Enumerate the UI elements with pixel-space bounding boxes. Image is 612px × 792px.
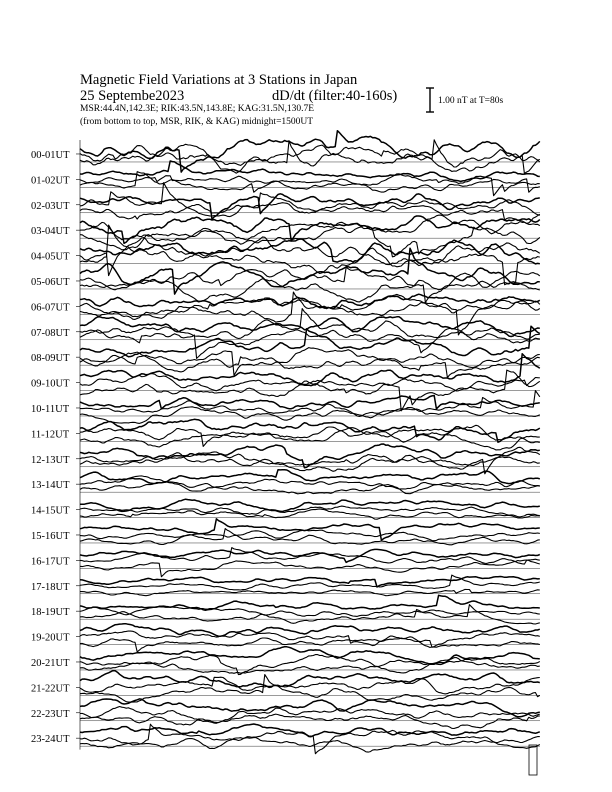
hour-label: 02-03UT: [31, 200, 70, 212]
trace-kag-15-16UT: [80, 519, 540, 540]
trace-kag-11-12UT: [80, 419, 540, 442]
trace-rik-18-19UT: [80, 607, 540, 617]
chart-date: 25 Septembe2023: [80, 88, 185, 104]
trace-kag-18-19UT: [80, 595, 540, 609]
trace-kag-02-03UT: [80, 194, 540, 220]
scale-bar: [426, 88, 434, 112]
hour-label: 18-19UT: [31, 607, 70, 619]
station-order-note: (from bottom to top, MSR, RIK, & KAG) midnight=1500UT: [80, 117, 314, 127]
hour-label: 22-23UT: [31, 708, 70, 720]
trace-rik-04-05UT: [80, 237, 540, 276]
end-marker: [529, 745, 537, 775]
hour-label: 17-18UT: [31, 581, 70, 593]
trace-rik-06-07UT: [80, 294, 540, 319]
trace-kag-22-23UT: [80, 699, 540, 717]
trace-msr-23-24UT: [80, 738, 540, 753]
trace-msr-17-18UT: [80, 589, 540, 595]
hour-label: 00-01UT: [31, 149, 70, 161]
hour-label: 06-07UT: [31, 302, 70, 314]
hour-label: 08-09UT: [31, 353, 70, 365]
hour-label: 15-16UT: [31, 530, 70, 542]
trace-kag-17-18UT: [80, 577, 540, 588]
hour-label: 09-10UT: [31, 378, 70, 390]
hour-label: 20-21UT: [31, 657, 70, 669]
hour-label: 05-06UT: [31, 276, 70, 288]
hour-label: 13-14UT: [31, 480, 70, 492]
hour-label: 16-17UT: [31, 556, 70, 568]
scale-bar-label: 1.00 nT at T=80s: [438, 96, 504, 106]
trace-rik-23-24UT: [80, 724, 540, 754]
hour-label: 21-22UT: [31, 683, 70, 695]
hour-label: 03-04UT: [31, 226, 70, 238]
trace-msr-03-04UT: [80, 225, 540, 256]
hour-label: 10-11UT: [31, 403, 70, 415]
hour-label: 12-13UT: [31, 454, 70, 466]
hour-label: 14-15UT: [31, 505, 70, 517]
station-coordinates: MSR:44.4N,142.3E; RIK:43.5N,143.8E; KAG:31.5N,130.7E: [80, 104, 315, 114]
trace-kag-08-09UT: [80, 326, 540, 357]
trace-rik-21-22UT: [80, 677, 540, 694]
chart-title: Magnetic Field Variations at 3 Stations in Japan: [80, 72, 358, 88]
trace-msr-07-08UT: [80, 328, 540, 358]
traces: [80, 131, 540, 754]
trace-msr-05-06UT: [80, 279, 540, 302]
trace-rik-11-12UT: [80, 425, 540, 446]
hour-label: 19-20UT: [31, 632, 70, 644]
trace-msr-00-01UT: [80, 140, 540, 173]
hour-label: 11-12UT: [31, 429, 70, 441]
hour-labels: [31, 150, 70, 745]
hour-label: 07-08UT: [31, 327, 70, 339]
trace-rik-13-14UT: [80, 476, 540, 491]
hour-label: 04-05UT: [31, 251, 70, 263]
trace-msr-12-13UT: [80, 453, 540, 472]
trace-rik-16-17UT: [80, 548, 540, 565]
trace-kag-00-01UT: [80, 131, 540, 172]
trace-kag-13-14UT: [80, 470, 540, 484]
chart-quantity: dD/dt (filter:40-160s): [272, 88, 398, 104]
hour-label: 23-24UT: [31, 734, 70, 746]
trace-kag-19-20UT: [80, 624, 540, 636]
hour-label: 01-02UT: [31, 175, 70, 187]
